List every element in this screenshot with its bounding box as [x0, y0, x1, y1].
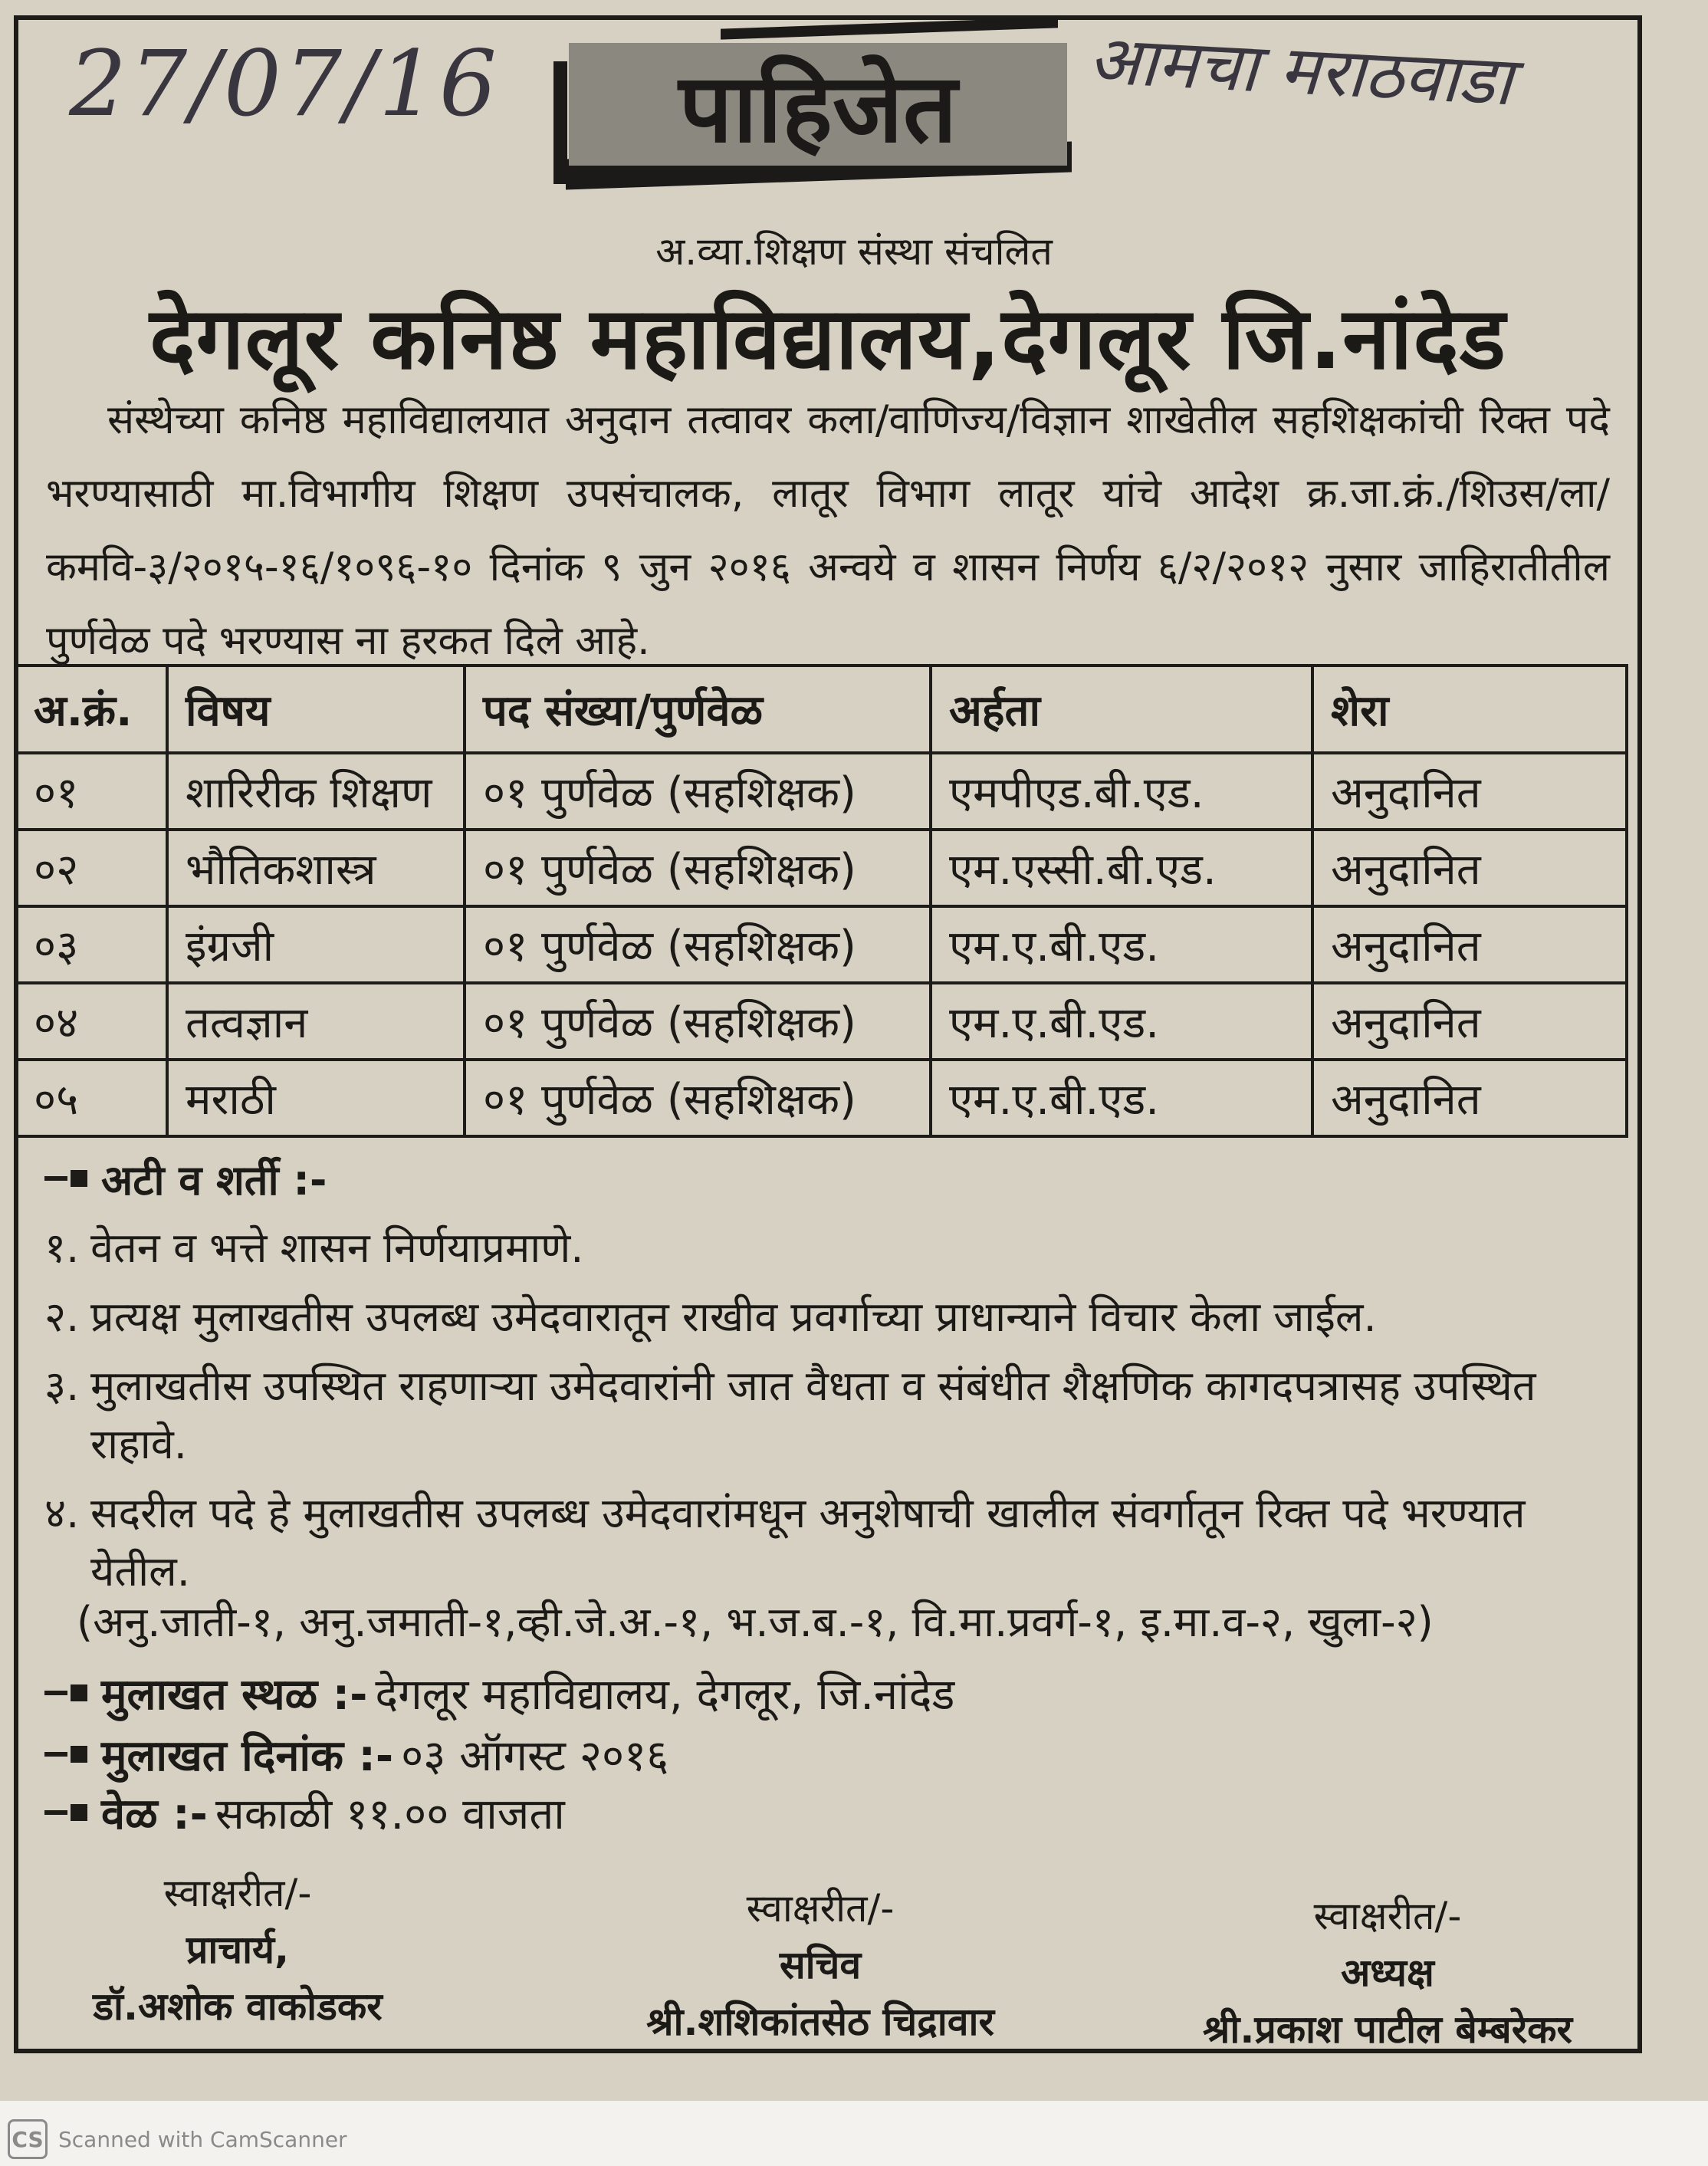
table-row	[15, 830, 1627, 906]
signatory-principal	[77, 1865, 399, 2035]
term-number: १.	[44, 1224, 80, 1272]
arrow-bullet-icon	[44, 1752, 67, 1757]
camscanner-watermark	[8, 2119, 347, 2159]
list-item	[44, 1288, 1601, 1346]
header-remarks: शेरा	[1312, 666, 1627, 753]
intro-paragraph: संस्थेच्या कनिष्ठ महाविद्यालयात अनुदान तत्वावर कला/वाणिज्य/विज्ञान शाखेतील सहशिक्षकांची रिक्त पदे भरण्यासाठी मा.विभागीय शिक्षण उपसंचालक, लातूर विभाग लातूर यांचे आदेश क्र.जा.क्रं./शिउस/ला/कमवि-३/२०१५-१६/१०९६-१० दिनांक ९ जुन २०१६ अन्वये व शासन निर्णय ६/२/२०१२ नुसार जाहिरातीतील पुर्णवेळ पदे भरण्यास ना हरकत दिले आहे.	[46, 397, 1611, 664]
cell-remarks: अनुदानित	[1312, 830, 1627, 906]
table-header-row	[15, 666, 1627, 753]
signatory-name: डॉ.अशोक वाकोडकर	[93, 1984, 383, 2029]
interview-place	[44, 1664, 954, 1722]
terms-heading-text: अटी व शर्ती :-	[101, 1156, 327, 1205]
interview-time-label: वेळ :-	[101, 1790, 208, 1839]
cell-posts: ०१ पुर्णवेळ (सहशिक्षक)	[465, 753, 931, 830]
vacancy-table	[14, 664, 1628, 1138]
signatory-role: अध्यक्ष	[1341, 1951, 1434, 1995]
cell-remarks: अनुदानित	[1312, 1060, 1627, 1136]
handwritten-date: 27/07/16	[69, 31, 500, 136]
signatory-name: श्री.प्रकाश पाटील बेम्बरेकर	[1202, 2007, 1572, 2052]
arrow-bullet-icon	[44, 1176, 67, 1181]
square-bullet-icon	[71, 1746, 87, 1763]
cell-qualification: एमपीएड.बी.एड.	[931, 753, 1312, 830]
arrow-bullet-icon	[44, 1810, 67, 1815]
cell-remarks: अनुदानित	[1312, 983, 1627, 1060]
signed-label: स्वाक्षरीत/-	[163, 1871, 312, 1915]
interview-date-label: मुलाखत दिनांक :-	[101, 1731, 394, 1781]
cell-subject: इंग्रजी	[167, 906, 465, 983]
list-item	[44, 1484, 1601, 1601]
terms-heading	[44, 1150, 1601, 1207]
term-number: २.	[44, 1293, 80, 1341]
term-number: ४.	[44, 1489, 80, 1537]
signatory-secretary	[606, 1880, 1035, 2050]
camscanner-logo-icon: CS	[8, 2119, 48, 2159]
cell-posts: ०१ पुर्णवेळ (सहशिक्षक)	[465, 983, 931, 1060]
college-title: देगलूर कनिष्ठ महाविद्यालय,देगलूर जि.नांदेड	[149, 289, 1506, 389]
square-bullet-icon	[71, 1170, 87, 1187]
table-row	[15, 983, 1627, 1060]
cell-subject: भौतिकशास्त्र	[167, 830, 465, 906]
header-subject: विषय	[167, 666, 465, 753]
interview-time	[44, 1783, 565, 1842]
table-row	[15, 753, 1627, 830]
signatory-role: सचिव	[779, 1943, 862, 1987]
cell-subject: मराठी	[167, 1060, 465, 1136]
cell-posts: ०१ पुर्णवेळ (सहशिक्षक)	[465, 1060, 931, 1136]
list-item	[44, 1357, 1601, 1474]
cell-posts: ०१ पुर्णवेळ (सहशिक्षक)	[465, 830, 931, 906]
reservation-quota: (अनु.जाती-१, अनु.जमाती-१,व्ही.जे.अ.-१, भ.ज.ब.-१, वि.मा.प्रवर्ग-१, इ.मा.व-२, खुला-२)	[77, 1598, 1434, 1646]
cell-qualification: एम.ए.बी.एड.	[931, 983, 1312, 1060]
term-text: मुलाखतीस उपस्थित राहणाऱ्या उमेदवारांनी जात वैधता व संबंधीत शैक्षणिक कागदपत्रासह उपस्थित राहावे.	[90, 1362, 1536, 1468]
interview-place-label: मुलाखत स्थळ :-	[101, 1670, 368, 1720]
handwritten-newspaper-name: आमचा मराठवाडा	[1086, 19, 1515, 121]
term-text: प्रत्यक्ष मुलाखतीस उपलब्ध उमेदवारातून राखीव प्रवर्गाच्या प्राधान्याने विचार केला जाईल.	[90, 1293, 1377, 1341]
terms-list	[44, 1219, 1601, 1601]
cell-remarks: अनुदानित	[1312, 906, 1627, 983]
cell-serial: ०३	[15, 906, 167, 983]
term-text: सदरील पदे हे मुलाखतीस उपलब्ध उमेदवारांमधून अनुशेषाची खालील संवर्गातून रिक्त पदे भरण्यात येतील.	[90, 1489, 1526, 1596]
wanted-banner: पाहिजेत	[569, 43, 1067, 166]
header-qualification: अर्हता	[931, 666, 1312, 753]
cell-posts: ०१ पुर्णवेळ (सहशिक्षक)	[465, 906, 931, 983]
institution-subheading: अ.व्या.शिक्षण संस्था संचलित	[655, 229, 1053, 274]
signatory-role: प्राचार्य,	[186, 1928, 290, 1972]
list-item	[44, 1219, 1601, 1277]
cell-serial: ०२	[15, 830, 167, 906]
cell-remarks: अनुदानित	[1312, 753, 1627, 830]
table-row	[15, 906, 1627, 983]
signed-label: स्वाक्षरीत/-	[1313, 1894, 1462, 1938]
cell-qualification: एम.ए.बी.एड.	[931, 906, 1312, 983]
signed-label: स्वाक्षरीत/-	[746, 1886, 895, 1931]
cell-subject: तत्वज्ञान	[167, 983, 465, 1060]
cell-qualification: एम.एस्सी.बी.एड.	[931, 830, 1312, 906]
square-bullet-icon	[71, 1804, 87, 1821]
interview-date-value: ०३ ऑगस्ट २०१६	[401, 1731, 669, 1781]
term-text: वेतन व भत्ते शासन निर्णयाप्रमाणे.	[90, 1224, 584, 1272]
camscanner-text: Scanned with CamScanner	[58, 2126, 347, 2152]
cell-serial: ०५	[15, 1060, 167, 1136]
interview-time-value: सकाळी ११.०० वाजता	[215, 1790, 565, 1839]
terms-section	[44, 1150, 1601, 1612]
header-posts: पद संख्या/पुर्णवेळ	[465, 666, 931, 753]
table-row	[15, 1060, 1627, 1136]
signatory-president	[1150, 1888, 1625, 2058]
signatory-name: श्री.शशिकांतसेठ चिद्रावार	[646, 2000, 994, 2044]
interview-date	[44, 1725, 668, 1783]
header-serial: अ.क्रं.	[15, 666, 167, 753]
arrow-bullet-icon	[44, 1691, 67, 1695]
interview-place-value: देगलूर महाविद्यालय, देगलूर, जि.नांदेड	[375, 1670, 955, 1720]
term-number: ३.	[44, 1362, 80, 1410]
cell-subject: शारिरीक शिक्षण	[167, 753, 465, 830]
square-bullet-icon	[71, 1684, 87, 1701]
cell-serial: ०४	[15, 983, 167, 1060]
cell-qualification: एम.ए.बी.एड.	[931, 1060, 1312, 1136]
cell-serial: ०१	[15, 753, 167, 830]
